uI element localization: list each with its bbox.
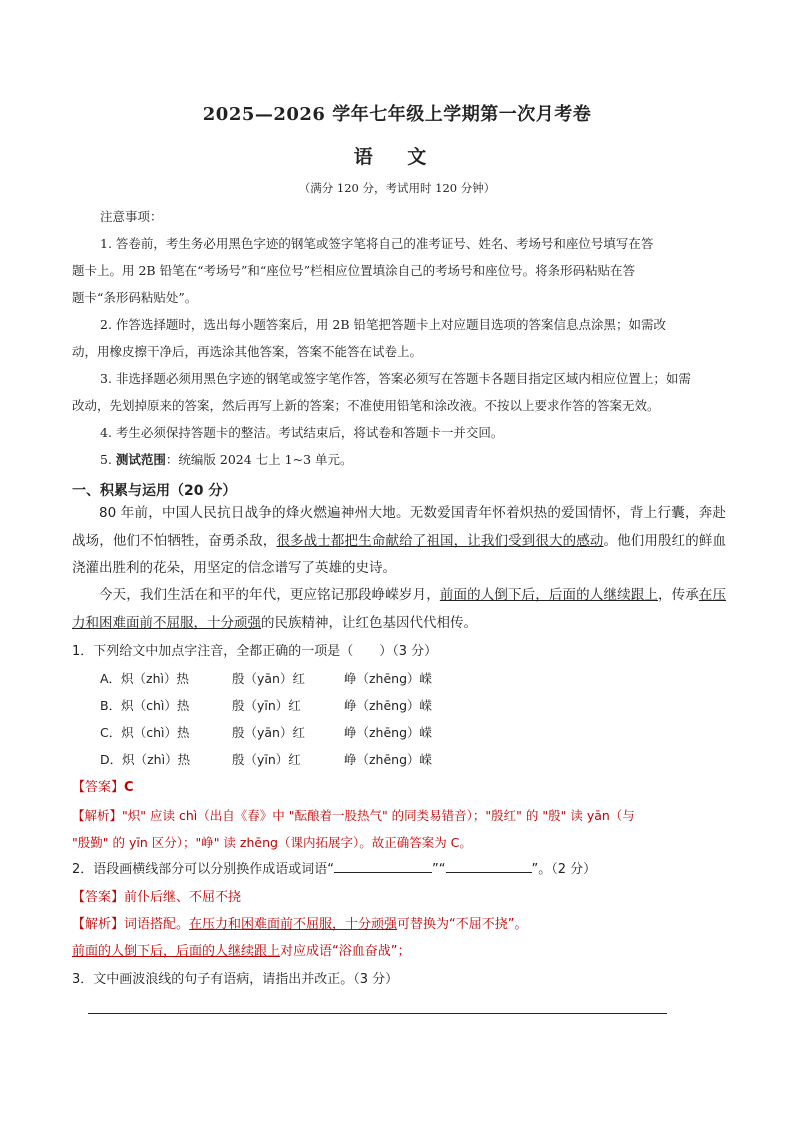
question-2-answer <box>72 884 726 911</box>
notice-item-2 <box>72 311 726 365</box>
notice-item-5-rest: ：统编版 2024 七上 1~3 单元。 <box>165 452 353 467</box>
analysis-underline-1: 在压力和困难面前不屈服，十分顽强 <box>189 917 398 932</box>
question-1-option-b <box>100 692 754 719</box>
passage-p2-underline-2: 在压力和困难面前不屈服，十分顽强 <box>72 587 727 631</box>
question-1-analysis <box>72 802 726 856</box>
option-d-part-3: 峥（zhēng）嵘 <box>344 752 433 767</box>
analysis-underline-2: 前面的人倒下后，后面的人继续跟上 <box>72 944 281 959</box>
passage-p1-wavy-sentence: 很多战士都把生命献给了祖国，让我们受到很大的感动 <box>276 532 604 549</box>
notice-heading: 注意事项： <box>100 209 163 224</box>
notice-item-1-line-3: 题卡“条形码粘贴处”。 <box>72 290 198 305</box>
q2-stem-a: 2．语段画横线部分可以分别换作成语或词语“ <box>72 862 335 877</box>
q2-stem-c: ”。（2 分） <box>531 862 597 877</box>
option-d-part-2: 殷（yīn）红 <box>232 752 301 767</box>
option-c-part-2: 殷（yān）红 <box>232 725 305 740</box>
answer-label: 【答案】 <box>72 780 125 795</box>
notice-item-5-prefix: 5. <box>100 452 116 467</box>
answer-label: 【答案】 <box>72 890 125 905</box>
option-c-part-1: C．炽（chì）热 <box>100 725 190 740</box>
question-1-stem: 1．下列给文中加点字注音，全都正确的一项是（ ）（3 分） <box>72 644 438 659</box>
q2-blank-2[interactable] <box>446 858 532 873</box>
notice-item-2-line-2: 动，用橡皮擦干净后，再选涂其他答案，答案不能答在试卷上。 <box>72 344 423 359</box>
passage-p1-text-b: 。他们用殷红的鲜血浇灌出胜利的花朵，用坚定的信念谱写了英雄的史诗。 <box>72 532 727 576</box>
analysis-line-1: "炽" 应读 chì（出自《春》中 "酝酿着一股热气" 的同类易错音）；"殷红" 的 "殷" 读 yān（与 <box>122 808 635 823</box>
notice-item-3-line-2: 改动，先划掉原来的答案，然后再写上新的答案；不准使用铅笔和涂改液。不按以上要求作答的答案无效。 <box>72 398 660 413</box>
analysis-line-2: "殷勤" 的 yīn 区分）；"峥" 读 zhēng（课内拓展字）。故正确答案为 C。 <box>72 835 472 850</box>
subject-title: 语 文 <box>353 146 441 168</box>
passage-paragraph-1 <box>72 500 726 583</box>
option-b-part-3: 峥（zhēng）嵘 <box>344 698 433 713</box>
notice-block <box>72 203 726 473</box>
option-d-part-1: D．炽（zhì）热 <box>100 752 191 767</box>
option-a-part-3: 峥（zhēng）嵘 <box>344 671 433 686</box>
question-1-answer <box>72 774 726 801</box>
option-c-part-3: 峥（zhēng）嵘 <box>344 725 433 740</box>
analysis-label: 【解析】 <box>72 917 125 932</box>
question-2-stem <box>72 856 726 883</box>
notice-item-3 <box>72 365 726 419</box>
passage-p2-text-c: 的民族精神，让红色基因代代相传。 <box>261 614 477 631</box>
question-2-analysis <box>72 911 726 965</box>
notice-item-5-bold: 测试范围 <box>115 452 166 467</box>
question-1-option-c <box>100 719 754 746</box>
notice-item-1-line-1: 1. 答卷前，考生务必用黑色字迹的钢笔或签字笔将自己的准考证号、姓名、考场号和座位号填写在答 <box>100 236 654 251</box>
notice-item-1-line-2: 题卡上。用 2B 铅笔在“考场号”和“座位号”栏相应位置填涂自己的考场号和座位号。将条形码粘贴在答 <box>72 263 636 278</box>
q2-stem-b: ”“ <box>432 862 446 877</box>
notice-item-4: 4. 考生必须保持答题卡的整洁。考试结束后，将试卷和答题卡一并交回。 <box>100 425 504 440</box>
option-b-part-1: B．炽（chì）热 <box>100 698 190 713</box>
passage-paragraph-2 <box>72 582 726 637</box>
answer-value: 前仆后继、不屈不挠 <box>124 890 242 905</box>
analysis-text-c: 对应成语“浴血奋战”； <box>280 944 411 959</box>
passage-p1-text-a: 80 年前，中国人民抗日战争的烽火燃遍神州大地。无数爱国青年怀着炽热的爱国情怀，背上行囊，奔赴战场，他们不怕牺牲，奋勇杀敌， <box>72 505 726 549</box>
passage-p2-text-a: 今天，我们生活在和平的年代，更应铭记那段峥嵘岁月， <box>99 587 440 603</box>
option-a-part-1: A．炽（zhì）热 <box>100 671 190 686</box>
section-1-heading: 一、积累与运用（20 分） <box>72 483 237 499</box>
passage-p2-underline-1: 前面的人倒下后，后面的人继续跟上 <box>439 587 658 603</box>
notice-item-3-line-1: 3. 非选择题必须用黑色字迹的钢笔或签字笔作答，答案必须写在答题卡各题目指定区域内相应位置上；如需 <box>100 371 691 386</box>
answer-value: C <box>124 780 134 795</box>
answer-line[interactable] <box>88 1013 667 1014</box>
question-1-option-d <box>100 746 754 773</box>
notice-item-5 <box>72 446 726 473</box>
notice-item-2-line-1: 2. 作答选择题时，选出每小题答案后，用 2B 铅笔把答题卡上对应题目选项的答案信息点涂黑；如需改 <box>100 317 666 332</box>
analysis-text-b: 可替换为“不屈不挠”。 <box>397 917 528 932</box>
question-3-stem: 3．文中画波浪线的句子有语病，请指出并改正。（3 分） <box>72 972 399 987</box>
option-a-part-2: 殷（yān）红 <box>232 671 305 686</box>
score-note: （满分 120 分，考试用时 120 分钟） <box>298 181 496 195</box>
question-1-option-a <box>100 665 754 692</box>
option-b-part-2: 殷（yīn）红 <box>232 698 301 713</box>
exam-title: 2025—2026 学年七年级上学期第一次月考卷 <box>202 104 592 125</box>
passage-p2-text-b: ，传承 <box>657 587 699 603</box>
notice-item-1 <box>72 230 726 311</box>
analysis-text-a: 词语搭配。 <box>124 917 190 932</box>
q2-blank-1[interactable] <box>334 858 432 873</box>
analysis-label: 【解析】 <box>72 808 123 823</box>
